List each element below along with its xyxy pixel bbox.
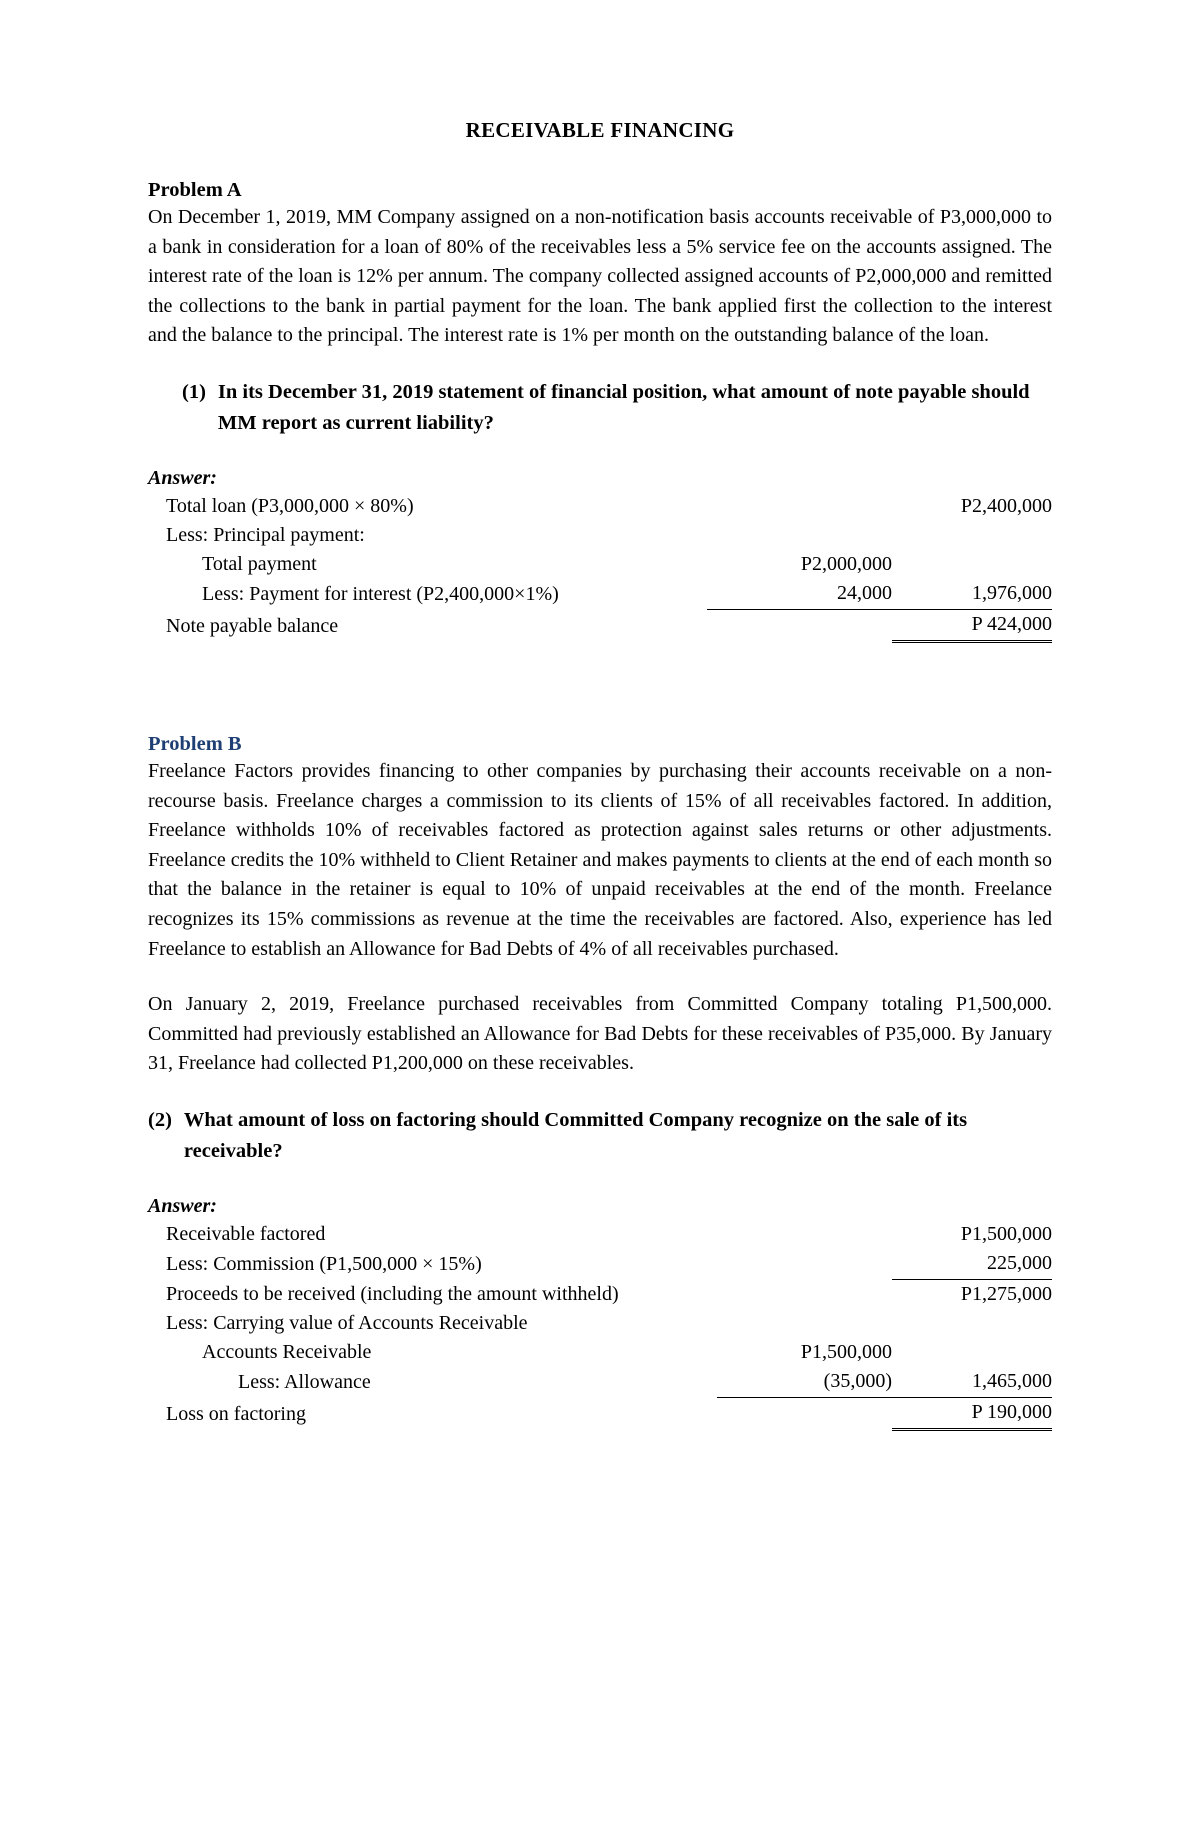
problem-a-answer-label: Answer:: [148, 466, 217, 489]
problem-a-heading: Problem A: [148, 179, 242, 201]
table-row: [148, 521, 1052, 550]
row-amount-col2: 225,000: [892, 1249, 1052, 1280]
row-amount-col1: [717, 1220, 892, 1249]
row-amount-col1: [707, 609, 892, 641]
problem-b-paragraph-2: On January 2, 2019, Freelance purchased receivables from Committed Company totaling P1,500,000. Committed had previously established an Allowance for Bad Debts for these receivables of P35,000. By January 31, Freelance had collected P1,200,000 on these receivables.: [148, 993, 1052, 1075]
table-row: [148, 1367, 1052, 1398]
row-amount-col1: [717, 1279, 892, 1309]
problem-b-question: [148, 1105, 1052, 1167]
row-amount-col1: [717, 1397, 892, 1429]
row-amount-col2: 1,976,000: [892, 579, 1052, 610]
table-row: [148, 1338, 1052, 1367]
table-row: [148, 1220, 1052, 1249]
row-label: Less: Allowance: [238, 1371, 371, 1394]
row-amount-col1: P2,000,000: [800, 552, 892, 575]
row-label: Total loan (P3,000,000 × 80%): [166, 494, 414, 517]
row-amount-col1: [707, 492, 892, 521]
table-row: [148, 492, 1052, 521]
table-row: [148, 1279, 1052, 1309]
row-amount-col2: [892, 521, 1052, 550]
problem-b-question-number: (2): [148, 1108, 172, 1131]
row-amount-col1: [707, 521, 892, 550]
row-amount-col2: [892, 1338, 1052, 1367]
row-label: Total payment: [202, 552, 317, 575]
row-label: Loss on factoring: [166, 1403, 306, 1426]
problem-b-table-body: [148, 1220, 1052, 1430]
row-label: Accounts Receivable: [202, 1340, 372, 1363]
table-row: [148, 579, 1052, 610]
row-label: Receivable factored: [166, 1222, 326, 1245]
row-label: Less: Commission (P1,500,000 × 15%): [166, 1253, 482, 1276]
row-amount-col1: [717, 1309, 892, 1338]
row-label: Note payable balance: [166, 615, 339, 638]
row-amount-col2: P1,275,000: [960, 1282, 1052, 1305]
row-label: Less: Principal payment:: [166, 523, 365, 546]
problem-b-paragraph-1: Freelance Factors provides financing to other companies by purchasing their accounts receivable on a non-recourse basis. Freelance charges a commission to its clients of 15% of all receivables factored. In addition, Freelance withholds 10% of receivables factored as protection against sales returns or other adjustments. Freelance credits the 10% withheld to Client Retainer and makes payments to clients at the end of each month so that the balance in the retainer is equal to 10% of unpaid receivables at the end of the month. Freelance recognizes its 15% commissions as revenue at the time the receivables are factored. Also, experience has led Freelance to establish an Allowance for Bad Debts of 4% of all receivables purchased.: [148, 759, 1052, 960]
row-amount-col2: 1,465,000: [892, 1367, 1052, 1398]
table-row: [148, 1397, 1052, 1429]
problem-a-question-number: (1): [182, 380, 206, 403]
row-amount-col2: P2,400,000: [960, 494, 1052, 517]
problem-a-paragraph: On December 1, 2019, MM Company assigned on a non-notification basis accounts receivable of P3,000,000 to a bank in consideration for a loan of 80% of the receivables less a 5% service fee on the accounts assigned. The interest rate of the loan is 12% per annum. The company collected assigned accounts of P2,000,000 and remitted the collections to the bank in partial payment for the loan. The bank applied first the collection to the interest and the balance to the principal. The interest rate is 1% per month on the outstanding balance of the loan.: [148, 206, 1052, 347]
row-amount-col1: (35,000): [717, 1367, 892, 1398]
row-amount-col1: [717, 1249, 892, 1280]
problem-a-answer-table: [148, 492, 1052, 643]
row-amount-col2: P 424,000: [892, 609, 1052, 641]
row-amount-col2: [892, 1309, 1052, 1338]
row-label: Less: Carrying value of Accounts Receivable: [166, 1311, 528, 1334]
section-spacer: [148, 643, 1052, 697]
row-amount-col1: P1,500,000: [800, 1340, 892, 1363]
row-amount-col2: [892, 550, 1052, 579]
row-label: Less: Payment for interest (P2,400,000×1%): [202, 583, 559, 606]
problem-b-heading: Problem B: [148, 732, 242, 755]
problem-a-question-text: In its December 31, 2019 statement of financial position, what amount of note payable should MM report as current liability?: [217, 380, 1030, 434]
problem-b-answer-label: Answer:: [148, 1194, 217, 1217]
row-amount-col2: P 190,000: [892, 1397, 1052, 1429]
table-row: [148, 1249, 1052, 1280]
row-label: Proceeds to be received (including the amount withheld): [166, 1282, 619, 1305]
table-row: [148, 1309, 1052, 1338]
problem-b-answer-table: [148, 1220, 1052, 1431]
page-title: RECEIVABLE FINANCING: [465, 118, 735, 142]
problem-a-question: [148, 377, 1052, 439]
table-row: [148, 609, 1052, 641]
row-amount-col2: P1,500,000: [960, 1222, 1052, 1245]
table-row: [148, 550, 1052, 579]
problem-b-question-text: What amount of loss on factoring should Committed Company recognize on the sale of its receivable?: [183, 1108, 968, 1162]
problem-a-table-body: [148, 492, 1052, 642]
row-amount-col1: 24,000: [707, 579, 892, 610]
